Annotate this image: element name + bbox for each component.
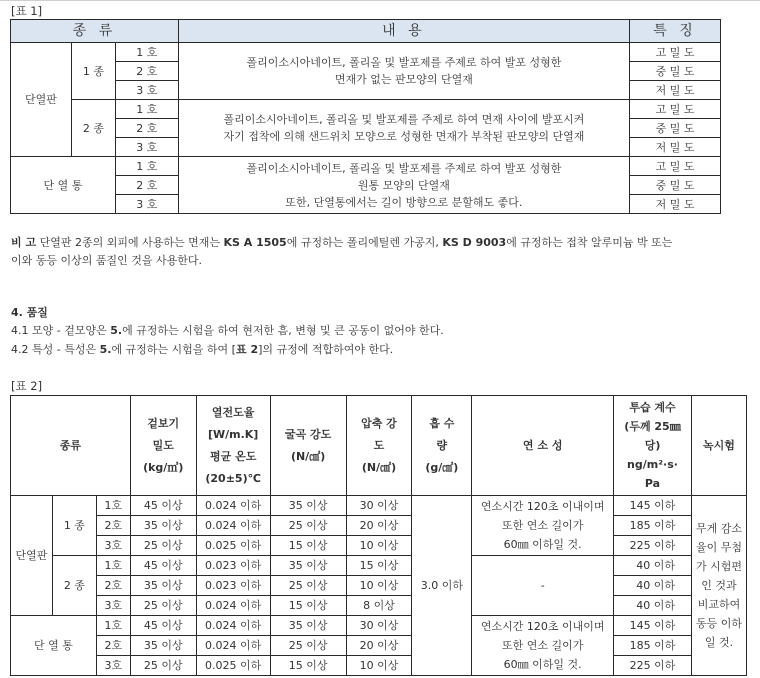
quality-text: 에 규정하는 시험을 하여 현저한 흠, 변형 및 큰 공동이 없어야 한다. (122, 324, 444, 337)
t2-conductivity: 0.024 이하 (196, 616, 270, 636)
t1-rank: 1 호 (115, 43, 178, 62)
quality-text: ]의 규정에 적합하여야 한다. (258, 343, 394, 356)
table-ref: 표 2 (235, 343, 259, 356)
t1-content-pipe: 폴리이소시아네이트, 폴리올 및 발포제를 주제로 하여 발포 성형한 원통 모양의 단열재 또한, 단열통에서는 길이 방향으로 분할해도 좋다. (178, 157, 629, 214)
quality-text: 4.2 특성 - 특성은 (11, 343, 100, 356)
table1-header-row (11, 20, 721, 43)
t2-rank: 3호 (96, 656, 130, 676)
table1 (10, 19, 721, 214)
t2-header-compress: 압축 강 도 (N/㎠) (346, 396, 412, 496)
t2-density: 45 이상 (130, 496, 196, 516)
t2-header-bending: 굴곡 강도 (N/㎠) (270, 396, 346, 496)
t2-bending: 25 이상 (270, 636, 346, 656)
t1-feature: 저 밀 도 (630, 138, 721, 157)
t2-density: 35 이상 (130, 576, 196, 596)
t2-permeance: 185 이하 (614, 636, 692, 656)
t2-green: 무게 감소 율이 무첨 가 시험편 인 것과 비교하여 동등 이하 일 것. (691, 496, 746, 676)
t2-conductivity: 0.023 이하 (196, 556, 270, 576)
t2-conductivity: 0.024 이하 (196, 636, 270, 656)
t2-bending: 15 이상 (270, 536, 346, 556)
t1-rank: 3 호 (115, 81, 178, 100)
t1-feature: 고 밀 도 (630, 100, 721, 119)
t2-rank: 2호 (96, 636, 130, 656)
t1-feature: 중 밀 도 (630, 176, 721, 195)
t1-class2: 2 종 (71, 100, 115, 157)
t2-header-density: 겉보기 밀도 (kg/㎥) (130, 396, 196, 496)
t2-compress: 8 이상 (346, 596, 412, 616)
top-divider (0, 0, 760, 1)
t2-bending: 15 이상 (270, 656, 346, 676)
quality-text: 에 규정하는 시험을 하여 [ (111, 343, 236, 356)
t2-compress: 20 이상 (346, 516, 412, 536)
table2-header-row (11, 396, 747, 496)
t2-rank: 1호 (96, 496, 130, 516)
t2-density: 35 이상 (130, 516, 196, 536)
t2-compress: 10 이상 (346, 656, 412, 676)
note-label: 비 고 (11, 236, 37, 249)
t2-permeance: 40 이하 (614, 556, 692, 576)
t2-bending: 25 이상 (270, 516, 346, 536)
t2-bending: 25 이상 (270, 576, 346, 596)
t2-rank: 1호 (96, 556, 130, 576)
t2-header-conductivity: 열전도율 [W/m.K] 평균 온도 (20±5)℃ (196, 396, 270, 496)
table1-caption: [표 1] (11, 4, 43, 18)
t1-header-content: 내 용 (178, 20, 629, 43)
t2-flame: 연소시간 120초 이내이며 또한 연소 길이가 60㎜ 이하일 것. (472, 496, 614, 556)
t2-bending: 35 이상 (270, 616, 346, 636)
t2-density: 45 이상 (130, 616, 196, 636)
t2-bending: 35 이상 (270, 556, 346, 576)
t2-bending: 15 이상 (270, 596, 346, 616)
ks-ref: KS D 9003 (442, 236, 507, 249)
t2-density: 25 이상 (130, 536, 196, 556)
table2-caption: [표 2] (11, 379, 43, 393)
t1-feature: 중 밀 도 (630, 62, 721, 81)
t2-conductivity: 0.025 이하 (196, 536, 270, 556)
t2-density: 35 이상 (130, 636, 196, 656)
note-text: 단열판 2종의 외피에 사용하는 면재는 (36, 236, 224, 249)
t2-permeance: 40 이하 (614, 596, 692, 616)
t1-header-kind: 종 류 (11, 20, 179, 43)
t1-feature: 저 밀 도 (630, 195, 721, 214)
t2-density: 25 이상 (130, 656, 196, 676)
t2-class1: 1 종 (52, 496, 96, 556)
section-ref: 5. (99, 343, 112, 356)
t2-permeance: 145 이하 (614, 616, 692, 636)
t1-group-pipe: 단 열 통 (11, 157, 116, 214)
t2-permeance: 40 이하 (614, 576, 692, 596)
note-text: 이와 동등 이상의 품질인 것을 사용한다. (11, 254, 202, 267)
note-text: 에 규정하는 접착 알루미늄 박 또는 (506, 236, 673, 249)
t2-conductivity: 0.024 이하 (196, 496, 270, 516)
t2-group-panel: 단열판 (11, 496, 53, 616)
t1-rank: 1 호 (115, 157, 178, 176)
t1-group-panel: 단열판 (11, 43, 72, 157)
t1-rank: 2 호 (115, 62, 178, 81)
t2-header-absorb: 흡 수 량 (g/㎠) (412, 396, 472, 496)
ks-ref: KS A 1505 (223, 236, 287, 249)
t2-density: 25 이상 (130, 596, 196, 616)
t2-permeance: 145 이하 (614, 496, 692, 516)
t2-header-flame: 연 소 성 (472, 396, 614, 496)
quality-text: 4.1 모양 - 겉모양은 (11, 324, 111, 337)
t1-feature: 고 밀 도 (630, 157, 721, 176)
t2-header-green: 녹시험 (691, 396, 746, 496)
t2-conductivity: 0.024 이하 (196, 596, 270, 616)
t2-absorb: 3.0 이하 (412, 496, 472, 676)
section-ref: 5. (110, 324, 123, 337)
t2-rank: 2호 (96, 576, 130, 596)
t1-feature: 고 밀 도 (630, 43, 721, 62)
t2-compress: 10 이상 (346, 536, 412, 556)
t1-rank: 3 호 (115, 138, 178, 157)
t1-content-class1: 폴리이소시아네이트, 폴리올 및 발포제를 주제로 하여 발포 성형한 면재가 없는 판모양의 단열재 (178, 43, 629, 100)
t2-rank: 3호 (96, 596, 130, 616)
quality-heading: 4. 품질 (11, 306, 48, 319)
t1-header-feature: 특 징 (630, 20, 721, 43)
t2-permeance: 225 이하 (614, 536, 692, 556)
t1-feature: 중 밀 도 (630, 119, 721, 138)
t2-rank: 3호 (96, 536, 130, 556)
t1-rank: 2 호 (115, 176, 178, 195)
t2-density: 45 이상 (130, 556, 196, 576)
t1-rank: 1 호 (115, 100, 178, 119)
t2-class2: 2 종 (52, 556, 96, 616)
t2-flame: 연소시간 120초 이내이며 또한 연소 길이가 60㎜ 이하일 것. (472, 616, 614, 676)
t1-feature: 저 밀 도 (630, 81, 721, 100)
t2-compress: 15 이상 (346, 556, 412, 576)
t2-conductivity: 0.023 이하 (196, 576, 270, 596)
t2-rank: 1호 (96, 616, 130, 636)
quality-line-1 (11, 322, 444, 340)
t2-bending: 35 이상 (270, 496, 346, 516)
t1-rank: 2 호 (115, 119, 178, 138)
t2-header-permeance: 투습 계수 (두께 25㎜ 당) ng/m²·s· Pa (614, 396, 692, 496)
note-paragraph (11, 234, 751, 270)
table2 (10, 395, 747, 676)
t2-conductivity: 0.025 이하 (196, 656, 270, 676)
t2-permeance: 185 이하 (614, 516, 692, 536)
quality-line-2 (11, 341, 393, 359)
t2-compress: 20 이상 (346, 636, 412, 656)
t1-class1: 1 종 (71, 43, 115, 100)
t2-flame-none: - (472, 556, 614, 616)
t2-group-pipe: 단 열 통 (11, 616, 97, 676)
t2-compress: 30 이상 (346, 496, 412, 516)
t1-content-class2: 폴리이소시아네이트, 폴리올 및 발포제를 주제로 하여 면재 사이에 발포시켜 자기 접착에 의해 샌드위치 모양으로 성형한 면재가 부착된 판모양의 단열재 (178, 100, 629, 157)
t1-rank: 3 호 (115, 195, 178, 214)
t2-compress: 10 이상 (346, 576, 412, 596)
t2-header-kind: 종류 (11, 396, 131, 496)
t2-rank: 2호 (96, 516, 130, 536)
note-text: 에 규정하는 폴리에틸렌 가공지, (286, 236, 443, 249)
t2-permeance: 225 이하 (614, 656, 692, 676)
t2-compress: 30 이상 (346, 616, 412, 636)
t2-conductivity: 0.024 이하 (196, 516, 270, 536)
